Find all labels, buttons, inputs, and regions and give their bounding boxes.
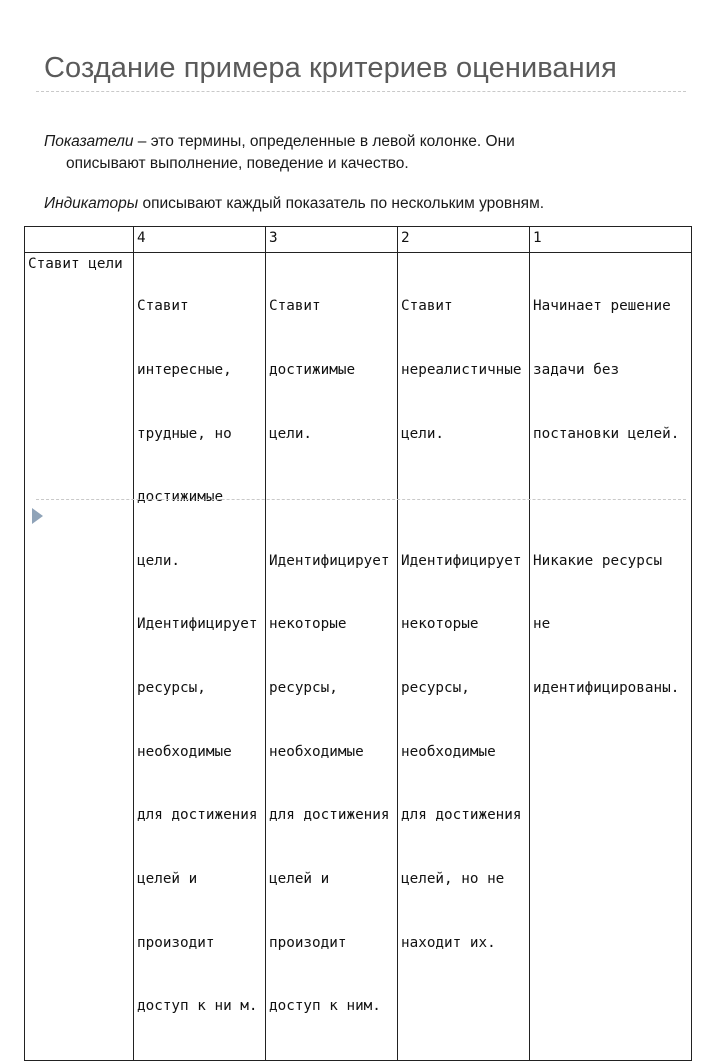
cell-line: необходимые (401, 743, 496, 760)
cell-line: доступ к ним. (269, 998, 381, 1015)
cell-line: нереалистичные (401, 362, 522, 379)
rubric-table (24, 226, 692, 1061)
cell-line: некоторые (401, 616, 479, 633)
header-cell-4: 4 (134, 227, 266, 253)
cell-line: для достижения (269, 807, 390, 824)
definition-text: описывают каждый показатель по нескольким уровням. (138, 195, 545, 212)
cell-line: необходимые (269, 743, 364, 760)
cell-line: целей и (269, 870, 330, 887)
header-cell-empty (25, 227, 134, 253)
cell-line: Никакие ресурсы (533, 552, 663, 569)
table-row (25, 253, 692, 1061)
cell-line: Ставит (401, 298, 453, 315)
footer-divider (36, 499, 686, 500)
cell-line: для достижения (137, 807, 258, 824)
cell-line: целей, но не (401, 870, 505, 887)
cell-line: Идентифицирует (269, 552, 390, 569)
cell-line: Идентифицирует (401, 552, 522, 569)
cell-level-3 (266, 253, 398, 1061)
cell-level-1 (530, 253, 692, 1061)
definition-indicators (44, 131, 684, 175)
cell-line: Ставит (269, 298, 321, 315)
definition-descriptors (44, 193, 684, 215)
cell-line: трудные, но (137, 425, 232, 442)
cell-line: достижимые (137, 489, 224, 506)
cell-line: цели. (401, 425, 445, 442)
title-divider (36, 91, 686, 92)
cell-line: целей и (137, 870, 198, 887)
slide-title: Создание примера критериев оценивания (44, 52, 617, 84)
cell-line: не (533, 616, 551, 633)
definition-text-cont: описывают выполнение, поведение и качество. (66, 155, 409, 172)
header-cell-3: 3 (266, 227, 398, 253)
cell-line: ресурсы, (269, 680, 338, 697)
cell-line: доступ к ни м. (137, 998, 258, 1015)
row-label: Ставит цели (25, 253, 134, 1061)
cell-line (269, 487, 395, 508)
header-cell-2: 2 (398, 227, 530, 253)
table-header-row (25, 227, 692, 253)
cell-line: ресурсы, (137, 680, 206, 697)
cell-line: цели. (269, 425, 313, 442)
cell-line: произодит (269, 934, 347, 951)
cell-line: некоторые (269, 616, 347, 633)
cell-line: ресурсы, (401, 680, 470, 697)
cell-line: произодит (137, 934, 215, 951)
cell-line: Идентифицирует (137, 616, 258, 633)
cell-line: находит их. (401, 934, 496, 951)
cell-line: Ставит (137, 298, 189, 315)
cell-line (533, 487, 689, 508)
cell-line: идентифицированы. (533, 680, 680, 697)
cell-line: цели. (137, 552, 181, 569)
cell-line: Начинает решение (533, 298, 671, 315)
cell-line: задачи без (533, 362, 620, 379)
definition-text: – это термины, определенные в левой колонке. Они (133, 133, 515, 150)
term-indikatory: Индикаторы (44, 195, 139, 212)
cell-line: необходимые (137, 743, 232, 760)
cell-line: для достижения (401, 807, 522, 824)
header-cell-1: 1 (530, 227, 692, 253)
cell-line (401, 487, 527, 508)
term-pokazateli: Показатели (44, 133, 134, 150)
cell-level-4 (134, 253, 266, 1061)
cell-line: достижимые (269, 362, 356, 379)
play-arrow-icon[interactable] (32, 508, 43, 524)
cell-line: постановки целей. (533, 425, 680, 442)
cell-level-2 (398, 253, 530, 1061)
cell-line: интересные, (137, 362, 232, 379)
